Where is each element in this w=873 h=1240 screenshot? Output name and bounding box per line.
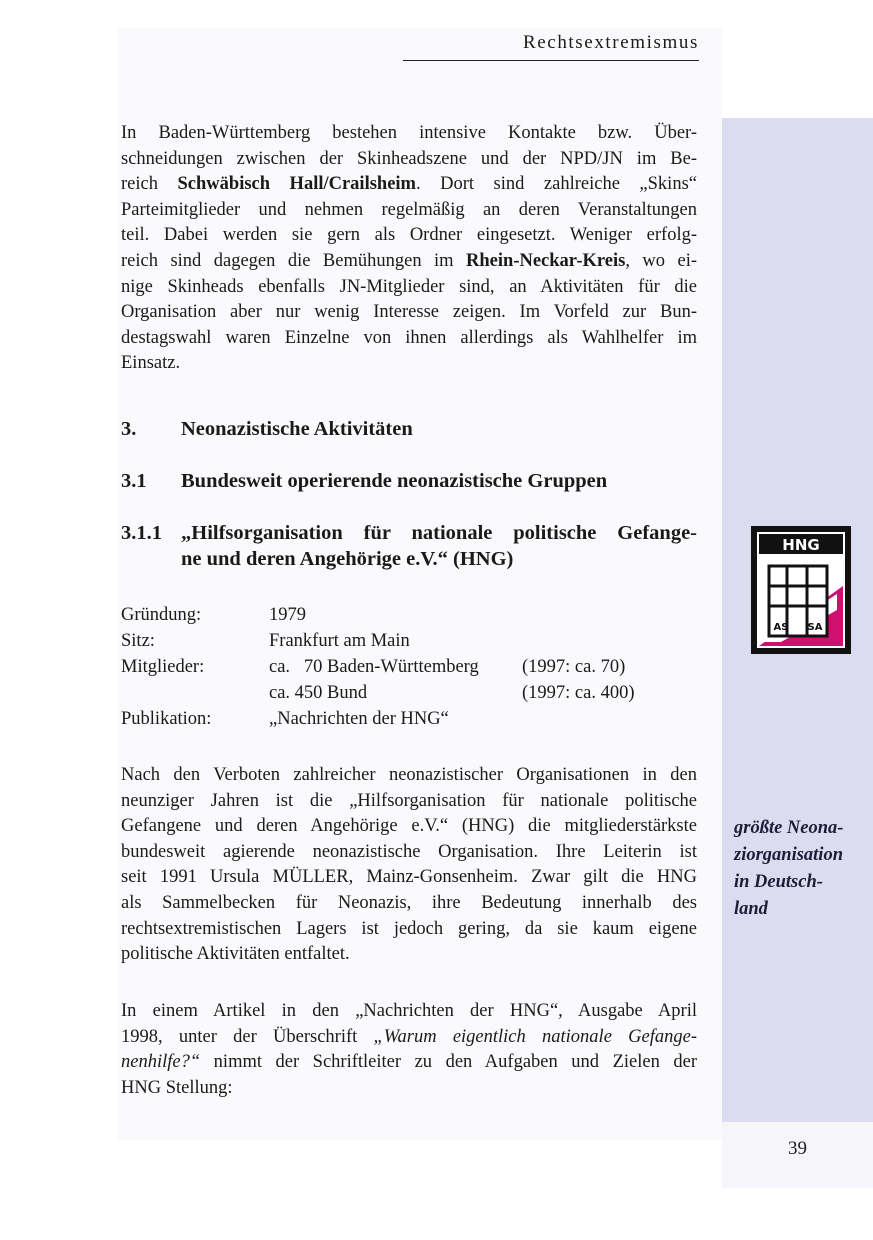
text-line: bundesweit agierende neonazistische Organisation. Ihre Leiterin ist [121,841,697,862]
margin-note [734,815,869,923]
text-line: reich sind dagegen die Bemühungen im Rhein-Neckar-Kreis, wo ei- [121,250,697,271]
text-line: neunziger Jahren ist die „Hilfsorganisation für nationale politische [121,790,697,811]
fact-label: Sitz: [121,631,155,651]
text-line: als Sammelbecken für Neonazis, ihre Bedeutung innerhalb des [121,892,697,913]
fact-value: „Nachrichten der HNG“ [269,709,449,729]
fact-value: 1979 [269,605,306,625]
heading-number: 3.1 [121,470,147,492]
text-line: reich Schwäbisch Hall/Crailsheim. Dort sind zahlreiche „Skins“ [121,174,697,195]
fact-previous: (1997: ca. 70) [522,657,626,677]
text-line: In Baden-Württemberg bestehen intensive Kontakte bzw. Über- [121,123,697,143]
fact-value: Frankfurt am Main [269,631,410,651]
heading-text: Neonazistische Aktivitäten [181,418,413,440]
paragraph-3 [121,999,697,1101]
heading-3-1-1 [121,522,697,578]
paragraph-1 [121,121,697,377]
text-line: nige Skinheads ebenfalls JN-Mitglieder sind, an Aktivitäten für die [121,276,697,297]
text-line: Gefangene und deren Angehörige e.V.“ (HNG) die mitgliederstärkste [121,816,697,837]
margin-note-line: ziorganisation [734,845,843,865]
text-line: nenhilfe?“ nimmt der Schriftleiter zu den Aufgaben und Zielen der [121,1052,697,1073]
text-line: destagswahl waren Einzelne von ihnen allerdings als Wahlhelfer im [121,327,697,348]
logo-label: HNG [782,536,820,554]
hng-logo-image [751,526,851,654]
text-line: HNG Stellung: [121,1077,233,1098]
text-line: 1998, unter der Überschrift „Warum eigentlich nationale Gefange- [121,1026,697,1047]
text-line: seit 1991 Ursula MÜLLER, Mainz-Gonsenheim. Zwar gilt die HNG [121,867,697,888]
text-line: Organisation aber nur wenig Interesse zeigen. Im Vorfeld zur Bun- [121,302,697,323]
fact-label: Gründung: [121,605,202,625]
margin-note-line: in Deutsch- [734,872,823,892]
bold-place: Rhein-Neckar-Kreis [466,250,626,271]
fact-label: Mitglieder: [121,657,205,677]
fact-value: ca. 450 Bund [269,683,368,703]
margin-note-line: land [734,899,768,919]
quoted-title: „Warum eigentlich nationale Gefange- [373,1026,697,1047]
text-line: Einsatz. [121,353,181,374]
running-head: Rechtsextremismus [403,30,699,61]
text-line: rechtsextremistischen Lagers ist jedoch gering, da sie kaum eigene [121,918,697,939]
text-line: politische Aktivitäten entfaltet. [121,944,350,965]
heading-number: 3. [121,418,137,440]
fact-label: Publikation: [121,709,212,729]
text-line: teil. Dabei werden sie gern als Ordner eingesetzt. Weniger erfolg- [121,225,697,246]
svg-text:AS: AS [773,622,789,633]
heading-text-line-2: ne und deren Angehörige e.V.“ (HNG) [181,548,514,570]
heading-number: 3.1.1 [121,522,162,544]
text-line: Parteimitglieder und nehmen regelmäßig an deren Veranstaltungen [121,199,697,220]
text-line: schneidungen zwischen der Skinheadszene und der NPD/JN im Be- [121,148,697,169]
text-line: In einem Artikel in den „Nachrichten der HNG“, Ausgabe April [121,1001,697,1021]
bold-place: Schwäbisch Hall/Crailsheim [177,174,416,195]
svg-text:SA: SA [807,622,823,633]
paragraph-2 [121,763,697,968]
heading-text-line-1: „Hilfsorganisation für nationale politische Gefange- [181,522,697,544]
page-number: 39 [788,1138,807,1159]
heading-text: Bundesweit operierende neonazistische Gruppen [181,470,608,492]
fact-value: ca. 70 Baden-Württemberg [269,657,479,677]
fact-previous: (1997: ca. 400) [522,683,635,703]
quoted-title: nenhilfe?“ [121,1052,201,1073]
text-line: Nach den Verboten zahlreicher neonazistischer Organisationen in den [121,765,697,785]
margin-note-line: größte Neona- [734,818,844,838]
